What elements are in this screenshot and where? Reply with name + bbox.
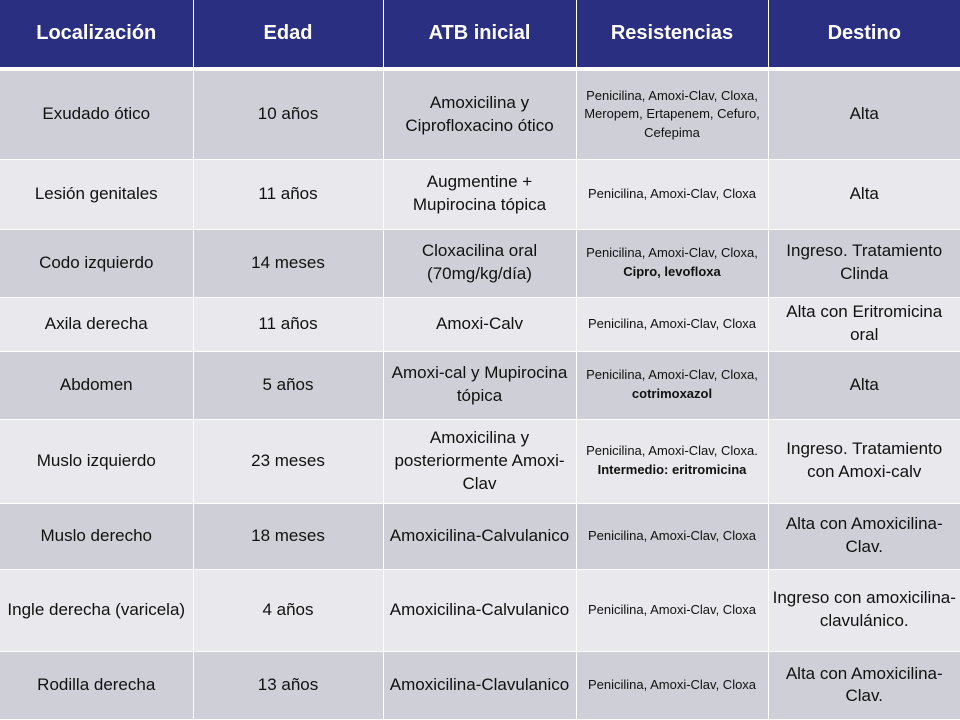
cell-localizacion: Codo izquierdo	[0, 229, 193, 297]
header-resistencias: Resistencias	[576, 0, 768, 69]
resistencias-bold-text: Intermedio: eritromicina	[597, 462, 747, 478]
header-edad: Edad	[193, 0, 383, 69]
cell-atb-inicial: Amoxi-Calv	[383, 297, 576, 351]
cell-localizacion: Axila derecha	[0, 297, 193, 351]
cell-resistencias	[576, 229, 768, 297]
cell-edad: 10 años	[193, 69, 383, 159]
cell-resistencias	[576, 351, 768, 419]
cell-localizacion: Lesión genitales	[0, 159, 193, 229]
cell-edad: 13 años	[193, 651, 383, 719]
table-row	[0, 569, 960, 651]
cell-atb-inicial: Amoxicilina y posteriormente Amoxi-Clav	[383, 419, 576, 503]
cell-resistencias	[576, 297, 768, 351]
cell-atb-inicial: Amoxicilina y Ciprofloxacino ótico	[383, 69, 576, 159]
cell-resistencias	[576, 419, 768, 503]
cell-edad: 11 años	[193, 297, 383, 351]
resistencias-text: Penicilina, Amoxi-Clav, Cloxa,	[586, 245, 758, 261]
cell-resistencias	[576, 69, 768, 159]
cell-atb-inicial: Amoxicilina-Calvulanico	[383, 503, 576, 569]
resistencias-bold-text: cotrimoxazol	[631, 386, 713, 402]
table-row	[0, 229, 960, 297]
header-localizacion: Localización	[0, 0, 193, 69]
cell-atb-inicial: Amoxicilina-Calvulanico	[383, 569, 576, 651]
cell-destino: Ingreso. Tratamiento Clinda	[768, 229, 960, 297]
cell-localizacion: Muslo derecho	[0, 503, 193, 569]
cell-destino: Alta con Eritromicina oral	[768, 297, 960, 351]
cell-localizacion: Rodilla derecha	[0, 651, 193, 719]
cell-resistencias	[576, 503, 768, 569]
cell-destino: Alta con Amoxicilina- Clav.	[768, 651, 960, 719]
resistencias-text: Penicilina, Amoxi-Clav, Cloxa.	[586, 443, 758, 459]
cell-edad: 11 años	[193, 159, 383, 229]
cell-resistencias	[576, 569, 768, 651]
resistencias-text: Penicilina, Amoxi-Clav, Cloxa,	[586, 367, 758, 383]
cell-localizacion: Abdomen	[0, 351, 193, 419]
resistencias-text: Penicilina, Amoxi-Clav, Cloxa	[587, 315, 757, 331]
cell-edad: 23 meses	[193, 419, 383, 503]
table-row	[0, 159, 960, 229]
table-row	[0, 351, 960, 419]
table-row	[0, 503, 960, 569]
header-atb-inicial: ATB inicial	[383, 0, 576, 69]
cell-resistencias	[576, 159, 768, 229]
cell-edad: 4 años	[193, 569, 383, 651]
cell-resistencias	[576, 651, 768, 719]
cell-atb-inicial: Augmentine + Mupirocina tópica	[383, 159, 576, 229]
cell-destino: Alta	[768, 69, 960, 159]
cell-destino: Alta	[768, 159, 960, 229]
table-row	[0, 651, 960, 719]
cell-atb-inicial: Amoxicilina-Clavulanico	[383, 651, 576, 719]
cell-destino: Ingreso con amoxicilina-clavulánico.	[768, 569, 960, 651]
cell-localizacion: Muslo izquierdo	[0, 419, 193, 503]
resistencias-text: Penicilina, Amoxi-Clav, Cloxa	[587, 527, 757, 543]
table-row	[0, 419, 960, 503]
cell-edad: 5 años	[193, 351, 383, 419]
cell-destino: Alta con Amoxicilina- Clav.	[768, 503, 960, 569]
cell-edad: 14 meses	[193, 229, 383, 297]
header-row	[0, 0, 960, 69]
table-row	[0, 297, 960, 351]
header-destino: Destino	[768, 0, 960, 69]
table-row	[0, 69, 960, 159]
cell-destino: Alta	[768, 351, 960, 419]
cell-atb-inicial: Amoxi-cal y Mupirocina tópica	[383, 351, 576, 419]
resistencias-text: Penicilina, Amoxi-Clav, Cloxa, Meropem, Ertapenem, Cefuro, Cefepima	[584, 87, 760, 141]
resistencias-text: Penicilina, Amoxi-Clav, Cloxa	[587, 601, 757, 617]
cell-edad: 18 meses	[193, 503, 383, 569]
cell-localizacion: Ingle derecha (varicela)	[0, 569, 193, 651]
resistencias-text: Penicilina, Amoxi-Clav, Cloxa	[587, 677, 757, 693]
cell-localizacion: Exudado ótico	[0, 69, 193, 159]
cell-destino: Ingreso. Tratamiento con Amoxi-calv	[768, 419, 960, 503]
resistencias-bold-text: Cipro, levofloxa	[623, 264, 721, 280]
resistencias-text: Penicilina, Amoxi-Clav, Cloxa	[587, 185, 757, 201]
cell-atb-inicial: Cloxacilina oral (70mg/kg/día)	[383, 229, 576, 297]
